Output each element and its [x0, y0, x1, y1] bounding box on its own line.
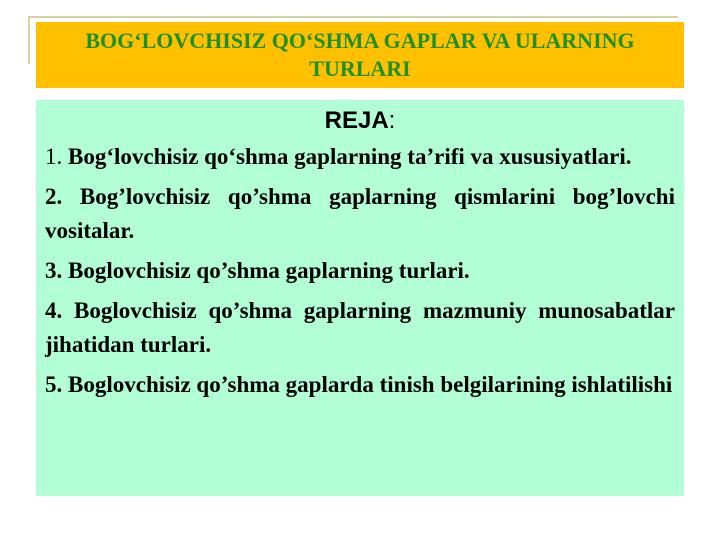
plan-item-number: 5. [45, 372, 63, 397]
plan-item-number: 4. [45, 298, 63, 323]
plan-item-4 [45, 294, 675, 362]
plan-heading-colon: : [388, 107, 396, 134]
plan-item-text: Bog‘lovchisiz qo‘shma gaplarning ta’rifi va xususiyatlari. [68, 144, 632, 169]
plan-item-number: 2. [45, 184, 63, 209]
plan-item-5 [45, 368, 675, 402]
decorative-frame-left [28, 16, 30, 64]
slide-title: BOG‘LOVCHISIZ QO‘SHMA GAPLAR VA ULARNING TURLARI [85, 28, 635, 81]
plan-heading [45, 106, 675, 136]
plan-item-text: Boglovchisiz qo’shma gaplarning turlari. [68, 258, 470, 283]
plan-item-text: Boglovchisiz qo’shma gaplarda tinish belgilarining ishlatilishi [68, 372, 673, 397]
plan-item-number: 3. [45, 258, 63, 283]
plan-item-2 [45, 180, 675, 248]
plan-item-1 [45, 140, 675, 174]
plan-panel [36, 100, 684, 496]
plan-heading-label: REJA [324, 107, 389, 134]
plan-item-text: Boglovchisiz qo’shma gaplarning mazmuniy munosabatlar jihatidan turlari. [45, 298, 675, 357]
plan-item-number: 1. [45, 144, 63, 169]
decorative-frame-top [28, 16, 678, 18]
plan-item-3 [45, 254, 675, 288]
slide-title-banner [36, 22, 684, 88]
plan-item-text: Bog’lovchisiz qo’shma gaplarning qismlarini bog’lovchi vositalar. [45, 184, 675, 243]
